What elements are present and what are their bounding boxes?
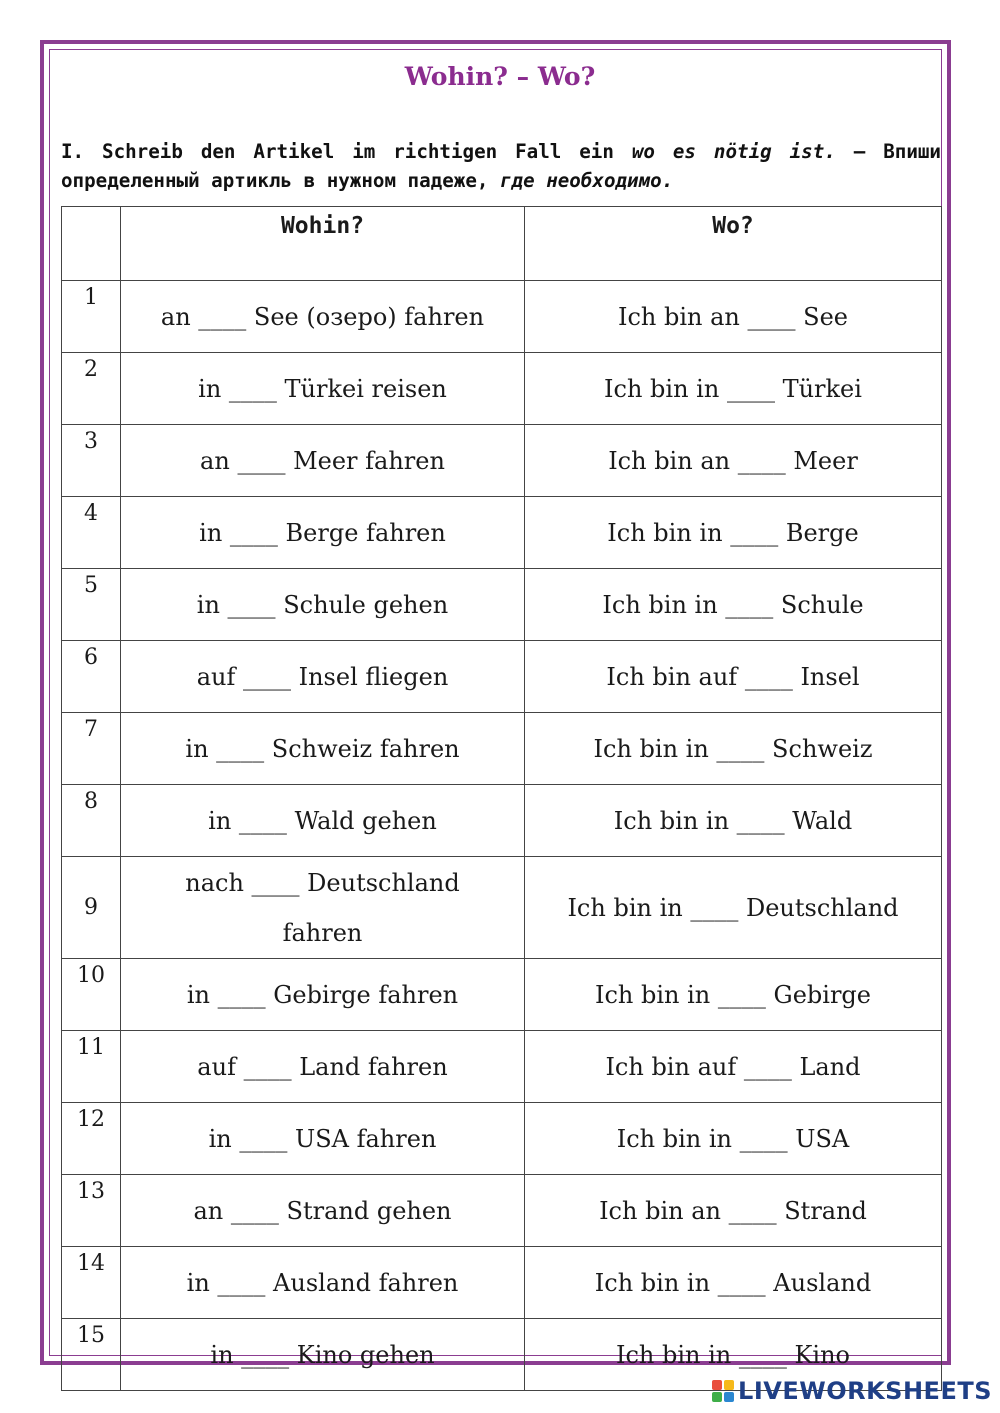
- table-row: [62, 569, 942, 641]
- wo-phrase: Ich bin auf ____ Insel: [525, 641, 942, 713]
- instruction-text: [61, 137, 941, 195]
- table-row: [62, 785, 942, 857]
- wo-phrase: Ich bin in ____ USA: [525, 1103, 942, 1175]
- wohin-phrase: in ____ USA fahren: [121, 1103, 525, 1175]
- wo-phrase: Ich bin in ____ Berge: [525, 497, 942, 569]
- row-number: 4: [62, 497, 121, 569]
- wohin-phrase: in ____ Gebirge fahren: [121, 959, 525, 1031]
- row-number: 8: [62, 785, 121, 857]
- liveworksheets-logo-icon: [712, 1380, 734, 1402]
- wohin-phrase: in ____ Schule gehen: [121, 569, 525, 641]
- row-number: 13: [62, 1175, 121, 1247]
- wohin-phrase: an ____ Strand gehen: [121, 1175, 525, 1247]
- header-wo: Wo?: [525, 207, 942, 281]
- wo-phrase: Ich bin in ____ Gebirge: [525, 959, 942, 1031]
- wohin-phrase: in ____ Berge fahren: [121, 497, 525, 569]
- wohin-phrase: in ____ Schweiz fahren: [121, 713, 525, 785]
- table-row: [62, 1247, 942, 1319]
- table-row: [62, 497, 942, 569]
- table-row: [62, 1175, 942, 1247]
- logo-square: [712, 1380, 722, 1390]
- wo-phrase: Ich bin in ____ Schule: [525, 569, 942, 641]
- wo-phrase: Ich bin in ____ Deutschland: [525, 857, 942, 959]
- wo-phrase: Ich bin in ____ Türkei: [525, 353, 942, 425]
- table-row: [62, 425, 942, 497]
- table-header-row: [62, 207, 942, 281]
- wo-phrase: Ich bin an ____ Meer: [525, 425, 942, 497]
- table-row: [62, 281, 942, 353]
- row-number: 2: [62, 353, 121, 425]
- watermark-text: LIVEWORKSHEETS: [738, 1377, 992, 1405]
- watermark: [712, 1377, 992, 1405]
- row-number: 5: [62, 569, 121, 641]
- wohin-phrase: an ____ See (озеро) fahren: [121, 281, 525, 353]
- wo-phrase: Ich bin an ____ Strand: [525, 1175, 942, 1247]
- logo-square: [724, 1380, 734, 1390]
- table-row: [62, 713, 942, 785]
- table-row: [62, 1031, 942, 1103]
- table-row: [62, 353, 942, 425]
- instruction-italic-de: wo es nötig ist.: [631, 140, 836, 163]
- table-row: [62, 641, 942, 713]
- wo-phrase: Ich bin in ____ Kino: [525, 1319, 942, 1391]
- table-row: [62, 1103, 942, 1175]
- wo-phrase: Ich bin in ____ Schweiz: [525, 713, 942, 785]
- wohin-phrase: in ____ Türkei reisen: [121, 353, 525, 425]
- row-number: 7: [62, 713, 121, 785]
- wo-phrase: Ich bin in ____ Ausland: [525, 1247, 942, 1319]
- wo-phrase: Ich bin in ____ Wald: [525, 785, 942, 857]
- row-number: 3: [62, 425, 121, 497]
- table-row: [62, 857, 942, 959]
- wohin-phrase: auf ____ Insel fliegen: [121, 641, 525, 713]
- logo-square: [712, 1392, 722, 1402]
- instruction-prefix: I. Schreib den Artikel im richtigen Fall ein: [61, 140, 632, 163]
- table-row: [62, 959, 942, 1031]
- wohin-phrase: in ____ Ausland fahren: [121, 1247, 525, 1319]
- instruction-italic-ru: где необходимо.: [499, 169, 674, 192]
- row-number: 10: [62, 959, 121, 1031]
- wohin-phrase: in ____ Kino gehen: [121, 1319, 525, 1391]
- logo-square: [724, 1392, 734, 1402]
- header-wohin: Wohin?: [121, 207, 525, 281]
- row-number: 6: [62, 641, 121, 713]
- row-number: 9: [62, 857, 121, 959]
- wohin-phrase: nach ____ Deutschland fahren: [121, 857, 525, 959]
- wohin-phrase: an ____ Meer fahren: [121, 425, 525, 497]
- worksheet-title: Wohin? – Wo?: [404, 62, 596, 91]
- exercise-table: [61, 206, 942, 1391]
- row-number: 15: [62, 1319, 121, 1391]
- row-number: 1: [62, 281, 121, 353]
- wo-phrase: Ich bin auf ____ Land: [525, 1031, 942, 1103]
- header-number: [62, 207, 121, 281]
- wohin-phrase: auf ____ Land fahren: [121, 1031, 525, 1103]
- wo-phrase: Ich bin an ____ See: [525, 281, 942, 353]
- instruction-middle: – Впиши определенный артикль в нужном падеже,: [61, 140, 941, 192]
- row-number: 11: [62, 1031, 121, 1103]
- row-number: 14: [62, 1247, 121, 1319]
- table-body: [62, 281, 942, 1391]
- wohin-phrase: in ____ Wald gehen: [121, 785, 525, 857]
- row-number: 12: [62, 1103, 121, 1175]
